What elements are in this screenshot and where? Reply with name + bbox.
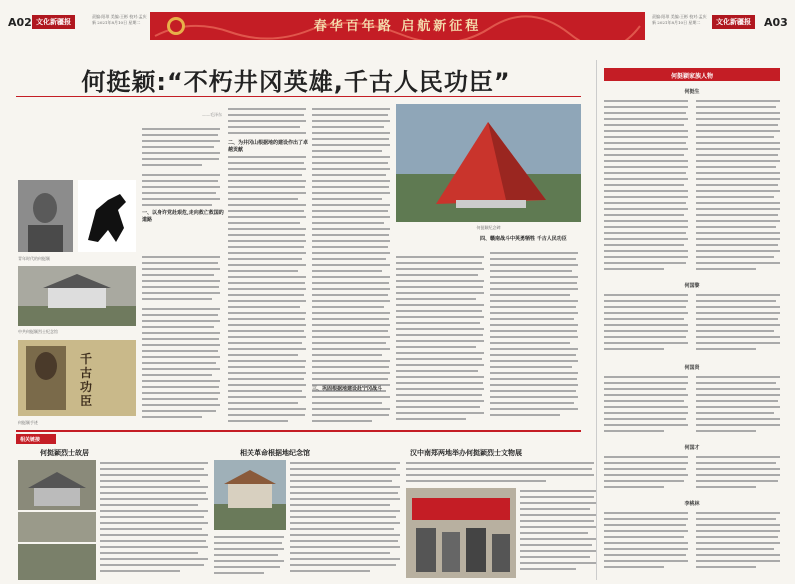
bottom-article-3-text (520, 488, 598, 578)
body-column-5 (490, 250, 580, 426)
handwriting-photo (18, 340, 136, 416)
bottom-article-2-text-b (214, 534, 286, 578)
body-column-1 (142, 126, 222, 426)
sidebar-profile-4-text (604, 454, 780, 496)
bottom-article-2-title: 相关革命根据地纪念馆 (240, 448, 310, 457)
headline: 何挺颖:“不朽井冈英雄,千古人民功臣” (81, 68, 511, 96)
issue-info-left: 责编:阳琼 美编:王彬 校对:孟庆新 2021年8月10日 星期二 (92, 14, 147, 25)
portrait-photo (18, 180, 73, 252)
museum-photo (214, 460, 286, 530)
page-number-left: A02 (8, 16, 32, 29)
newspaper-logo-right: 文化新疆报 (712, 15, 755, 29)
subhead-2: 二、为井冈山根据地的建设作出了卓越贡献 (228, 140, 309, 153)
banner-title: 春华百年路 启航新征程 (313, 19, 482, 34)
sidebar-profile-2-text (604, 292, 780, 356)
sidebar-profile-1-text (604, 98, 780, 276)
subhead-1: 一、以身许党赴艰危,走向救亡救国的道路 (142, 210, 224, 223)
sidebar-profile-2-name: 何国黎 (684, 283, 700, 289)
calligraphy-text: 千古功臣 (80, 352, 93, 408)
former-residence-photos (18, 460, 96, 580)
handwriting-caption: 何挺颖手迹 (18, 420, 38, 425)
sidebar-profile-4-name: 何国才 (684, 445, 700, 451)
memorial-hall-photo (18, 266, 136, 326)
sidebar-profile-5-name: 李桃林 (684, 501, 700, 507)
body-column-4 (396, 254, 486, 426)
bottom-article-2-text (290, 460, 402, 578)
bottom-article-1-text (100, 460, 210, 578)
bottom-rule (16, 430, 581, 432)
monument-caption: 何挺颖纪念碑 (476, 225, 501, 230)
sidebar-profile-3-name: 何国贤 (684, 365, 700, 371)
bottom-section-label: 相关链接 (16, 434, 56, 444)
body-column-3 (312, 106, 392, 426)
portrait-caption: 青年时代的何挺颖 (18, 256, 50, 261)
sidebar-profile-5-text (604, 510, 780, 578)
monument-photo (396, 104, 581, 222)
masthead (0, 0, 795, 42)
sidebar-section-label: 何挺颖家族人物 (604, 68, 780, 81)
subhead-4: 四、赣南战斗中英勇牺牲 千古人民功臣 (480, 236, 567, 242)
issue-info-right: 责编:阳琼 美编:王彬 校对:孟庆新 2021年8月10日 星期二 (652, 14, 707, 25)
bottom-article-3-intro (406, 460, 596, 486)
memorial-caption: 中共何挺颖烈士纪念馆 (18, 329, 58, 334)
bottom-article-3-title: 汉中南郑两地举办何挺颖烈士文物展 (410, 448, 522, 457)
bottom-article-1-title: 何挺颖烈士故居 (40, 448, 89, 457)
page-gutter (596, 60, 597, 580)
lead-quote-source: ——毛泽东 (202, 112, 222, 117)
headline-rule (16, 96, 581, 97)
horse-emblem (78, 180, 136, 252)
newspaper-logo-left: 文化新疆报 (32, 15, 75, 29)
body-column-2 (228, 106, 308, 426)
exhibition-photo (406, 488, 516, 578)
sidebar-profile-3-text (604, 374, 780, 438)
page-number-right: A03 (764, 16, 788, 29)
sidebar-profile-1-name: 何挺生 (684, 89, 700, 95)
subhead-3: 三、巩固根据地建设赴宁冈战斗 (312, 386, 383, 392)
